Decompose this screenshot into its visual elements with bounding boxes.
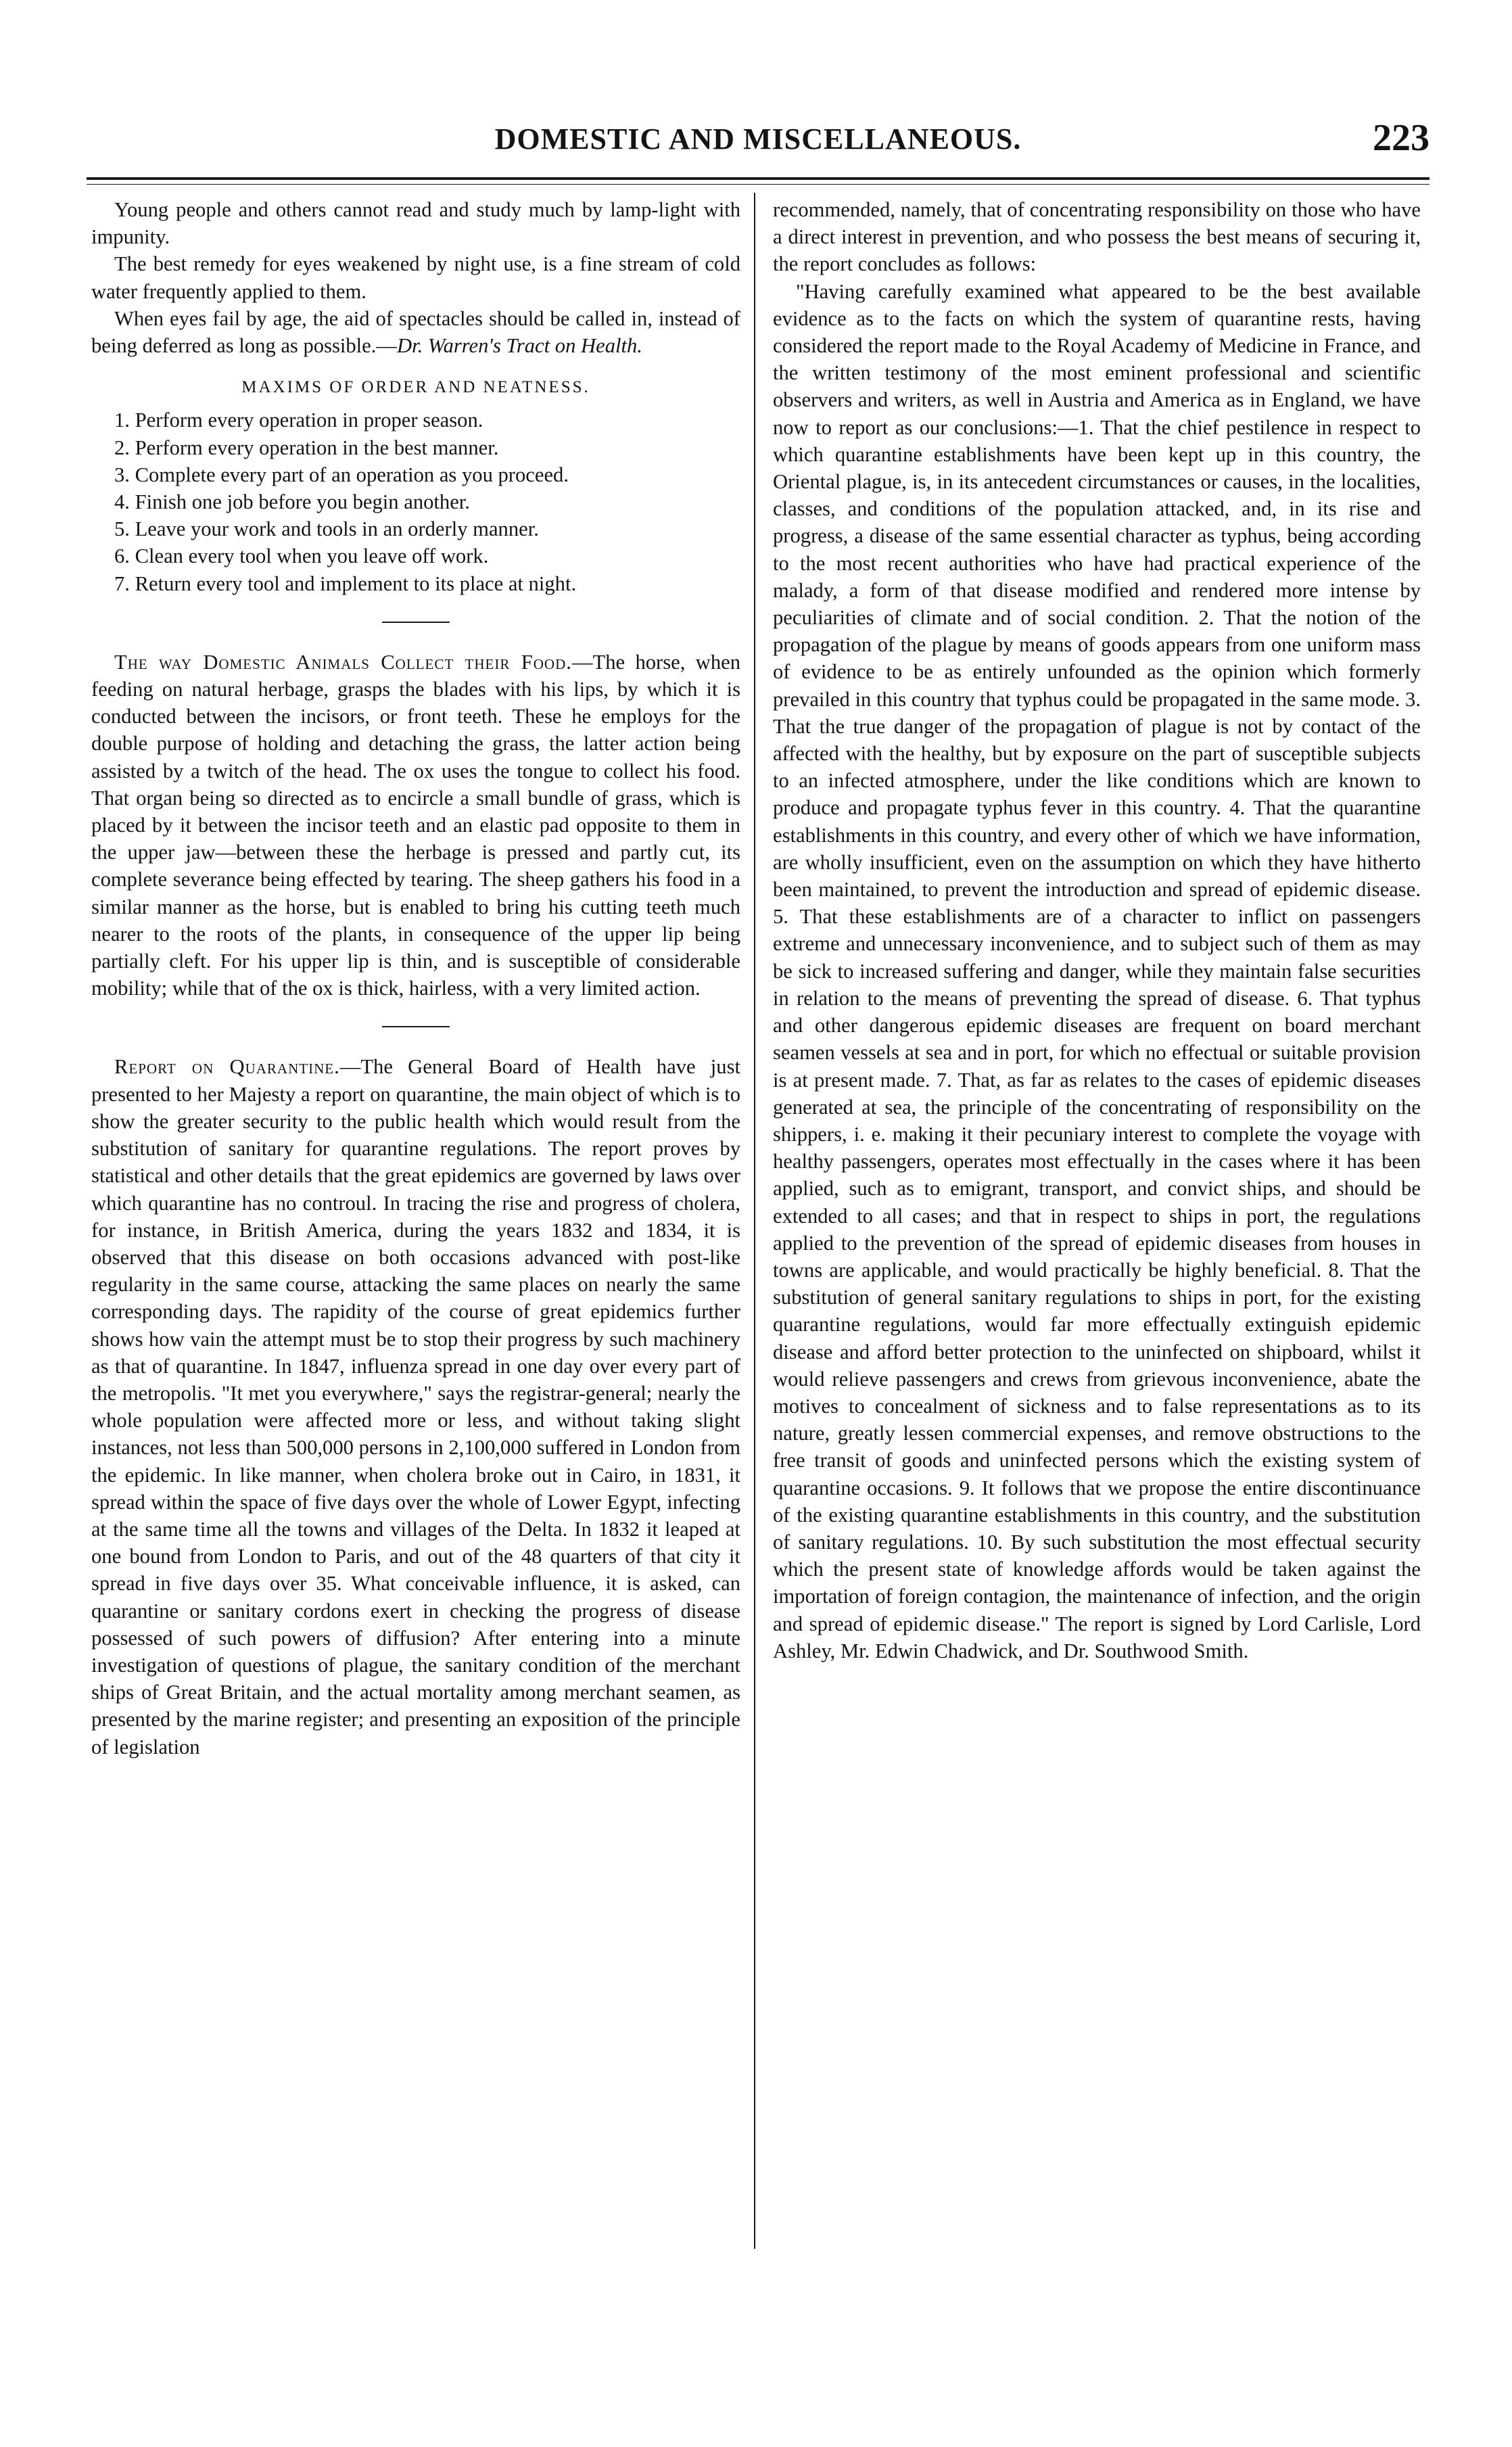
eyes-paragraph-3-text: When eyes fail by age, the aid of spectacles should be called in, instead of being deferred as long as possible.— [91, 306, 740, 358]
maxim-item: 1. Perform every operation in proper season. [114, 409, 483, 432]
eyes-paragraph-2: The best remedy for eyes weakened by night use, is a fine stream of cold water frequently applied to them. [91, 252, 740, 303]
eyes-paragraph-3 [91, 305, 740, 359]
maxim-item: 2. Perform every operation in the best manner. [114, 436, 499, 459]
eyes-source: Dr. Warren's Tract on Health. [397, 334, 642, 358]
food-article [91, 649, 740, 1002]
maxims-list [91, 406, 740, 597]
food-article-body: —The horse, when feeding on natural herbage, grasps the blades with his lips, by which it is conducted between the incisors, or front teeth. These he employs for the double purpose of holding and detaching the grass, the latter action being assisted by a twitch of the head. The ox uses the tongue to collect his food. That organ being so directed as to encircle a small bundle of grass, which is placed by it between the incisor teeth and an elastic pad opposite to them in the upper jaw—between these the herbage is pressed and partly cut, its complete severance being effected by tearing. The sheep gathers his food in a similar manner as the horse, but is enabled to bring his cutting teeth much nearer to the roots of the plants, in consequence of the upper lip being partially cleft. For his upper lip is thin, and is susceptible of considerable mobility; while that of the ox is thick, hairless, with a very limited action. [91, 650, 741, 1000]
running-title: DOMESTIC AND MISCELLANEOUS. [494, 122, 1022, 156]
eyes-paragraph-1: Young people and others cannot read and study much by lamp-light with impunity. [91, 198, 740, 249]
quarantine-conclusions: "Having carefully examined what appeared to be the best available evidence as to the facts on which the system of quarantine rests, having considered the report made to the Royal Academy of Medicine in France, and the written testimony of the most eminent professional and scientific observers and writers, as well in Austria and America as in England, we have now to report as our conclusions:—1. That the chief pestilence in respect to which quarantine establishments have been kept up in this country, the Oriental plague, is, in its antecedent circumstances or causes, in the localities, classes, and conditions of the population attacked, and, in its rise and progress, a disease of the same essential character as typhus, being according to the most recent authorities who have had practical experience of the malady, a form of that disease modified and rendered more intense by peculiarities of climate and of social condition. 2. That the notion of the propagation of the plague by means of goods appears from one uniform mass of evidence to be as entirely unfounded as the opinion which formerly prevailed in this country that typhus could be propagated in the same mode. 3. That the true danger of the propagation of plague is not by contact of the affected with the healthy, but by exposure on the part of susceptible subjects to an infected atmosphere, under the like conditions which are known to produce and propagate typhus fever in this country. 4. That the quarantine establishments in this country, and every other of which we have information, are wholly insufficient, even on the assumption on which they have hitherto been maintained, to prevent the introduction and spread of epidemic disease. 5. That these establishments are of a character to inflict on passengers extreme and unnecessary inconvenience, and to subject such of them as may be sick to increased suffering and danger, while they maintain false securities in relation to the means of preventing the spread of disease. 6. That typhus and other dangerous epidemic diseases are frequent on board merchant seamen vessels at sea and in port, for which no effectual or suitable provision is at present made. 7. That, as far as relates to the cases of epidemic diseases generated at sea, the principle of the concentrating of responsibility on the shippers, i. e. making it their pecuniary interest to complete the voyage with healthy passengers, operates most effectually in the cases where it has been applied, such as to emigrant, transport, and convict ships, and should be extended to all cases; and that in respect to ships in port, the regulations applied to the prevention of the spread of epidemic diseases from houses in towns are applicable, and would practically be highly beneficial. 8. That the substitution of general sanitary regulations to ships in port, for the existing quarantine regulations, would far more effectually extinguish epidemic disease and afford better protection to the uninfected on shipboard, whilst it would relieve passengers and crews from grievous inconvenience, abate the motives to concealment of sickness and to false representations as to its nature, greatly lessen commercial expenses, and remove obstructions to the free transit of goods and uninfected persons which the existing system of quarantine occasions. 9. It follows that we propose the entire discontinuance of the existing quarantine establishments in this country, and the substitution of sanitary regulations. 10. By such substitution the most effectual security which the present state of knowledge affords would be taken against the importation of foreign contagion, the maintenance of infection, and the origin and spread of epidemic disease." The report is signed by Lord Carlisle, Lord Ashley, Mr. Edwin Chadwick, and Dr. Southwood Smith. [773, 279, 1421, 1662]
maxims-heading: MAXIMS OF ORDER AND NEATNESS. [241, 378, 590, 397]
section-separator [382, 622, 450, 623]
maxim-item: 6. Clean every tool when you leave off work. [114, 544, 489, 568]
quarantine-continuation: recommended, namely, that of concentrating responsibility on those who have a direct interest in prevention, and who possess the best means of securing it, the report concludes as follows: [773, 198, 1421, 276]
left-column [91, 196, 740, 1761]
maxim-item: 7. Return every tool and implement to its place at night. [114, 572, 577, 595]
right-column [773, 196, 1421, 1664]
maxim-item: 3. Complete every part of an operation as you proceed. [114, 463, 569, 486]
quarantine-article-title: Report on Quarantine. [114, 1055, 340, 1079]
page-number: 223 [1373, 117, 1430, 159]
section-separator [382, 1026, 450, 1027]
quarantine-article-body: —The General Board of Health have just presented to her Majesty a report on quarantine, the main object of which is to show the greater security to the public health which would result from the substitution of sanitary for quarantine regulations. The report proves by statistical and other details that the great epidemics are governed by laws over which quarantine has no controul. In tracing the rise and progress of cholera, for instance, in British America, during the years 1832 and 1834, it is observed that this disease on both occasions advanced with post-like regularity in the same course, attacking the same places on nearly the same corresponding days. The rapidity of the course of great epidemics further shows how vain the attempt must be to stop their progress by such machinery as that of quarantine. In 1847, influenza spread in one day over every part of the metropolis. "It met you everywhere," says the registrar-general; nearly the whole population were affected more or less, and without taking slight instances, not less than 500,000 persons in 2,100,000 suffered in London from the epidemic. In like manner, when cholera broke out in Cairo, in 1831, it spread within the space of five days over the whole of Lower Egypt, infecting at the same time all the towns and villages of the Delta. In 1832 it leaped at one bound from London to Paris, and out of the 48 quarters of that city it spread in five days over 35. What conceivable influence, it is asked, can quarantine or sanitary cordons exert in checking the progress of disease possessed of such powers of diffusion? After entering into a minute investigation of questions of plague, the sanitary condition of the merchant ships of Great Britain, and the actual mortality among merchant seamen, as presented by the marine register; and presenting an exposition of the principle of legislation [91, 1055, 740, 1758]
quarantine-article [91, 1053, 740, 1760]
header-rule [87, 177, 1430, 180]
maxim-item: 4. Finish one job before you begin another. [114, 490, 470, 514]
food-article-title: The way Domestic Animals Collect their Food. [114, 650, 572, 674]
page-header [87, 117, 1430, 176]
column-divider [754, 193, 755, 2249]
maxim-item: 5. Leave your work and tools in an orderly manner. [114, 517, 539, 541]
header-rule-thin [87, 184, 1430, 185]
